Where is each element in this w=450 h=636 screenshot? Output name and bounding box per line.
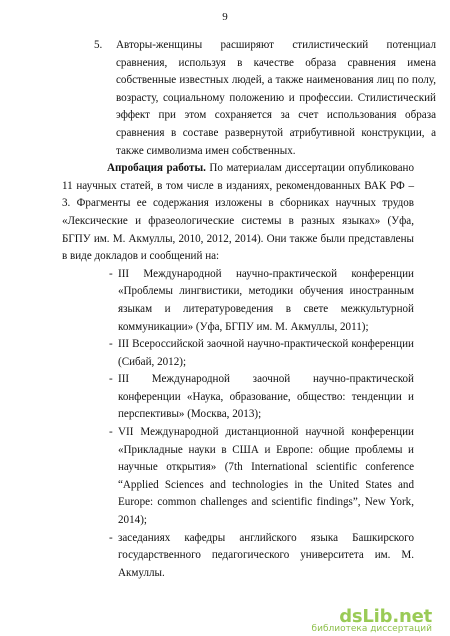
list-item xyxy=(109,530,414,583)
list-item-text: VII Международной дистанционной научной конференции «Прикладные науки в США и Европе: общие проблемы и научные открытия» (7th International scientific conference “Applied Sciences and technologies in the United States and Europe: common challenges and scientific findings”, New York, 2014); xyxy=(118,426,414,527)
list-dash: - xyxy=(109,338,113,351)
page-number: 9 xyxy=(222,11,228,23)
list-item xyxy=(109,371,414,424)
list-item xyxy=(109,336,414,371)
list-dash: - xyxy=(109,426,113,439)
list-item-text: III Международной заочной научно-практической конференции «Наука, образование, общество: тенденции и перспективы» (Москва, 2013); xyxy=(118,373,414,421)
list-dash: - xyxy=(109,373,113,386)
list-dash: - xyxy=(109,531,113,544)
approbation-paragraph xyxy=(62,160,414,266)
watermark-logo: dsLib.net xyxy=(339,606,432,627)
page-content xyxy=(62,37,436,582)
approbation-label: Апробация работы. xyxy=(107,162,206,175)
list-item-text: III Международной научно-практической конференции «Проблемы лингвистики, методики обучения иностранным языкам и литературоведения в свете межкультурной коммуникации» (Уфа, БГПУ им. М. Акмуллы, 2011); xyxy=(118,267,414,333)
approbation-text: По материалам диссертации опубликовано 11 научных статей, в том числе в изданиях, рекомендованных ВАК РФ – 3. Фрагменты ее содержания изложены в сборниках научных трудов «Лексические и фразеологические системы в разных языках» (Уфа, БГПУ им. М. Акмуллы, 2010, 2012, 2014). Они также были представлены в виде докладов и сообщений на: xyxy=(62,162,414,263)
list-item xyxy=(109,266,414,336)
watermark-caption: библиотека диссертаций xyxy=(311,624,432,634)
list-dash: - xyxy=(109,267,113,280)
numbered-item-5 xyxy=(94,37,436,160)
conference-list xyxy=(62,266,414,583)
watermark xyxy=(311,606,442,636)
item-text: Авторы-женщины расширяют стилистический потенциал сравнения, используя в качестве образа сравнения имена собственные известных людей, а также наименования лиц по полу, возрасту, социальному положению и профессии. Стилистический эффект при этом сохраняется за счет использования образа сравнения в составе развернутой атрибутивной конструкции, а также символизма имен собственных. xyxy=(116,39,436,157)
list-item xyxy=(109,424,414,530)
item-marker: 5. xyxy=(94,39,103,51)
list-item-text: III Всероссийской заочной научно-практической конференции (Сибай, 2012); xyxy=(118,338,414,368)
list-item-text: заседаниях кафедры английского языка Башкирского государственного педагогического университета им. М. Акмуллы. xyxy=(118,531,414,579)
